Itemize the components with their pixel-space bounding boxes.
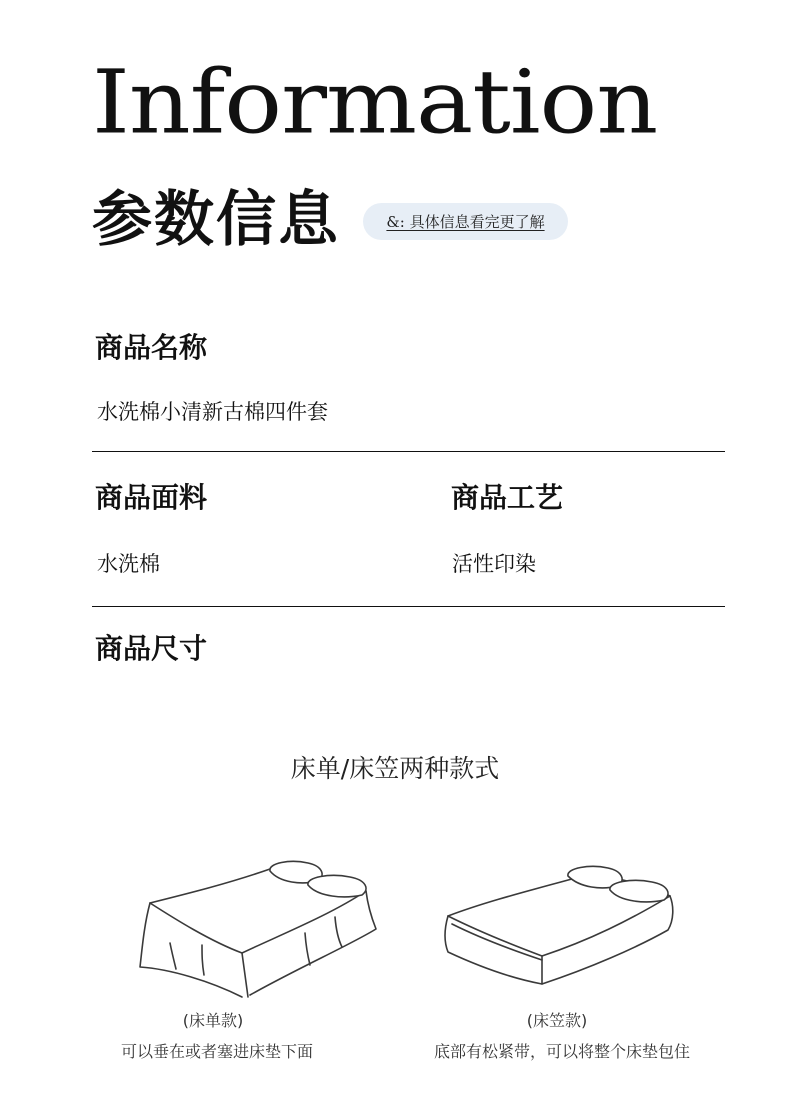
material-value: 水洗棉 bbox=[97, 552, 160, 576]
product-name-value: 水洗棉小清新古棉四件套 bbox=[97, 400, 328, 424]
style-desc-fitted: 底部有松紧带，可以将整个床垫包住 bbox=[433, 1042, 690, 1061]
style-name-flat: (床单款) bbox=[182, 1011, 244, 1030]
page-title-chinese: 参数信息 bbox=[92, 185, 340, 255]
info-note-text: &: 具体信息看完更了解 bbox=[386, 213, 545, 231]
craft-label: 商品工艺 bbox=[451, 481, 564, 514]
fitted-sheet-bed-illustration bbox=[440, 860, 680, 990]
material-label: 商品面料 bbox=[95, 481, 208, 514]
product-name-label: 商品名称 bbox=[95, 331, 208, 364]
craft-value: 活性印染 bbox=[452, 552, 536, 576]
page-title-english: Information bbox=[92, 50, 658, 154]
size-subheading: 床单/床笠两种款式 bbox=[290, 754, 500, 783]
flat-sheet-bed-illustration bbox=[130, 855, 380, 1005]
info-note-badge bbox=[363, 203, 568, 240]
style-name-fitted: (床笠款) bbox=[526, 1011, 588, 1030]
style-desc-flat: 可以垂在或者塞进床垫下面 bbox=[120, 1042, 313, 1061]
divider bbox=[92, 606, 725, 607]
divider bbox=[92, 451, 725, 452]
size-label: 商品尺寸 bbox=[95, 632, 208, 665]
